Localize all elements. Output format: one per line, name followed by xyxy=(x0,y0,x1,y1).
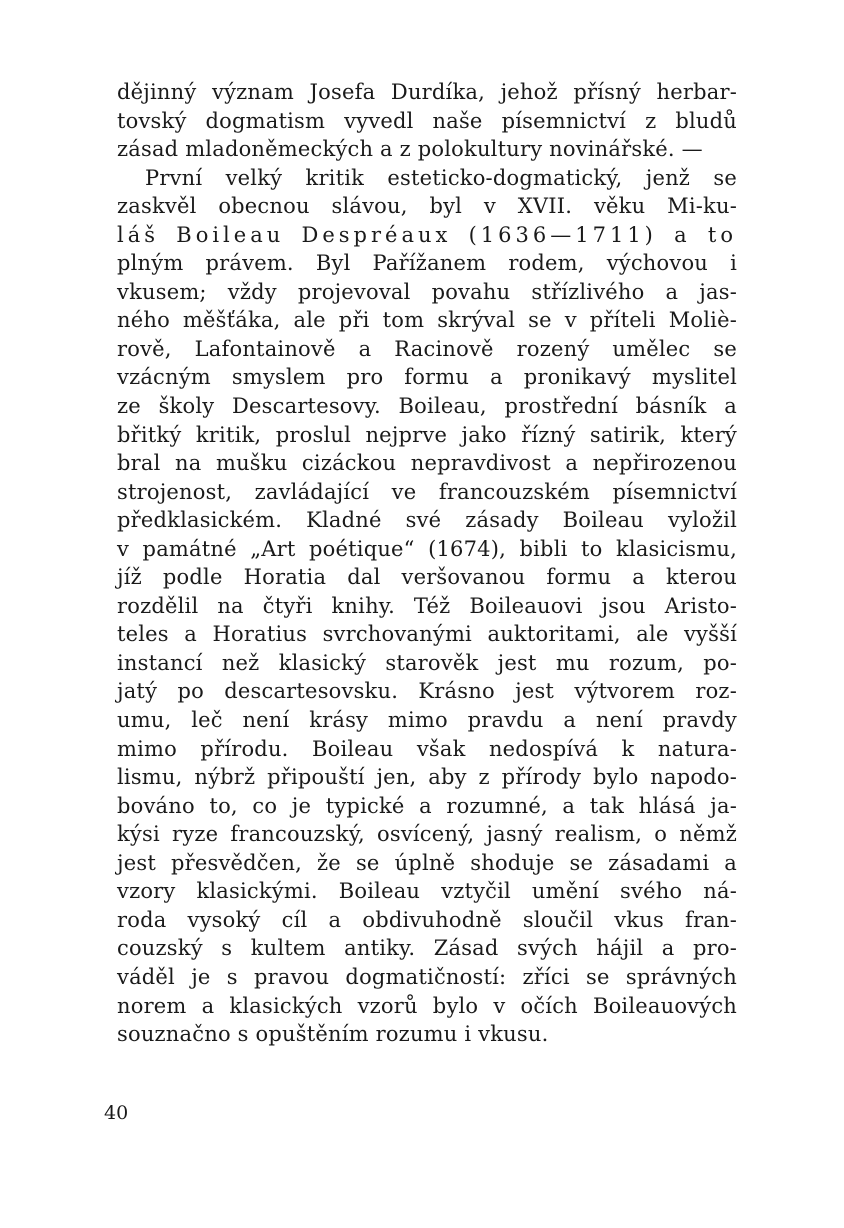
text-line: lismu, nýbrž připouští jen, aby z přírody bylo napodo- xyxy=(117,765,737,790)
text-line: norem a klasických vzorů bylo v očích Boileauových xyxy=(117,993,737,1018)
text-line: rozdělil na čtyři knihy. Též Boileauovi jsou Aristo- xyxy=(117,593,737,618)
text-line: mimo přírodu. Boileau však nedospívá k natura- xyxy=(117,736,737,761)
text-line: v památné „Art poétique“ (1674), bibli to klasicismu, xyxy=(117,536,737,561)
text-line: dějinný význam Josefa Durdíka, jehož přísný herbar- xyxy=(117,80,737,104)
paragraph-start-line: První velký kritik esteticko-dogmatický, jenž se xyxy=(145,165,737,190)
text-line: vzácným smyslem pro formu a pronikavý myslitel xyxy=(117,365,737,390)
text-line: teles a Horatius svrchovanými auktoritami, ale vyšší xyxy=(117,622,737,647)
text-line: jíž podle Horatia dal veršovanou formu a kterou xyxy=(117,565,737,590)
text-line: jest přesvědčen, že se úplně shoduje se zásadami a xyxy=(117,850,737,875)
text-line: břitký kritik, proslul nejprve jako řízný satirik, který xyxy=(117,422,737,447)
text-line: ného měšťáka, ale při tom skrýval se v příteli Moliè- xyxy=(117,308,737,333)
text-line: rově, Lafontainově a Racinově rozený umělec se xyxy=(117,336,737,361)
text-line: plným právem. Byl Pařížanem rodem, výchovou i xyxy=(117,251,737,276)
text-line: předklasickém. Kladné své zásady Boileau vyložil xyxy=(117,508,737,533)
page-number: 40 xyxy=(104,1102,129,1124)
text-line: vkusem; vždy projevoval povahu střízlivého a jas- xyxy=(117,279,737,304)
text-line: souznačno s opuštěním rozumu i vkusu. xyxy=(117,1022,549,1047)
text-line: roda vysoký cíl a obdivuhodně sloučil vkus fran- xyxy=(117,907,737,932)
text-line: kýsi ryze francouzský, osvícený, jasný realism, o němž xyxy=(117,822,737,847)
text-line: bral na mušku cizáckou nepravdivost a nepřirozenou xyxy=(117,451,737,476)
text-line: bováno to, co je typické a rozumné, a tak hlásá ja- xyxy=(117,793,737,818)
text-line: instancí než klasický starověk jest mu rozum, po- xyxy=(117,650,737,675)
text-line: couzský s kultem antiky. Zásad svých hájil a pro- xyxy=(117,936,737,961)
page-text-block xyxy=(117,78,737,1049)
text-line: láš Boileau Despréaux (1636—1711) a to xyxy=(117,222,737,247)
text-line: váděl je s pravou dogmatičností: zříci se správných xyxy=(117,964,737,989)
text-line: zásad mladoněmeckých a z polokultury novinářské. — xyxy=(117,137,703,162)
text-line: ze školy Descartesovy. Boileau, prostřední básník a xyxy=(117,394,737,419)
text-line: jatý po descartesovsku. Krásno jest výtvorem roz- xyxy=(117,679,737,704)
text-line: vzory klasickými. Boileau vztyčil umění svého ná- xyxy=(117,879,737,904)
text-line: tovský dogmatism vyvedl naše písemnictví z bludů xyxy=(117,108,737,133)
text-line: strojenost, zavládající ve francouzském písemnictví xyxy=(117,479,737,504)
text-line: umu, leč není krásy mimo pravdu a není pravdy xyxy=(117,708,737,733)
text-line: zaskvěl obecnou slávou, byl v XVII. věku Mi-ku- xyxy=(117,194,737,219)
